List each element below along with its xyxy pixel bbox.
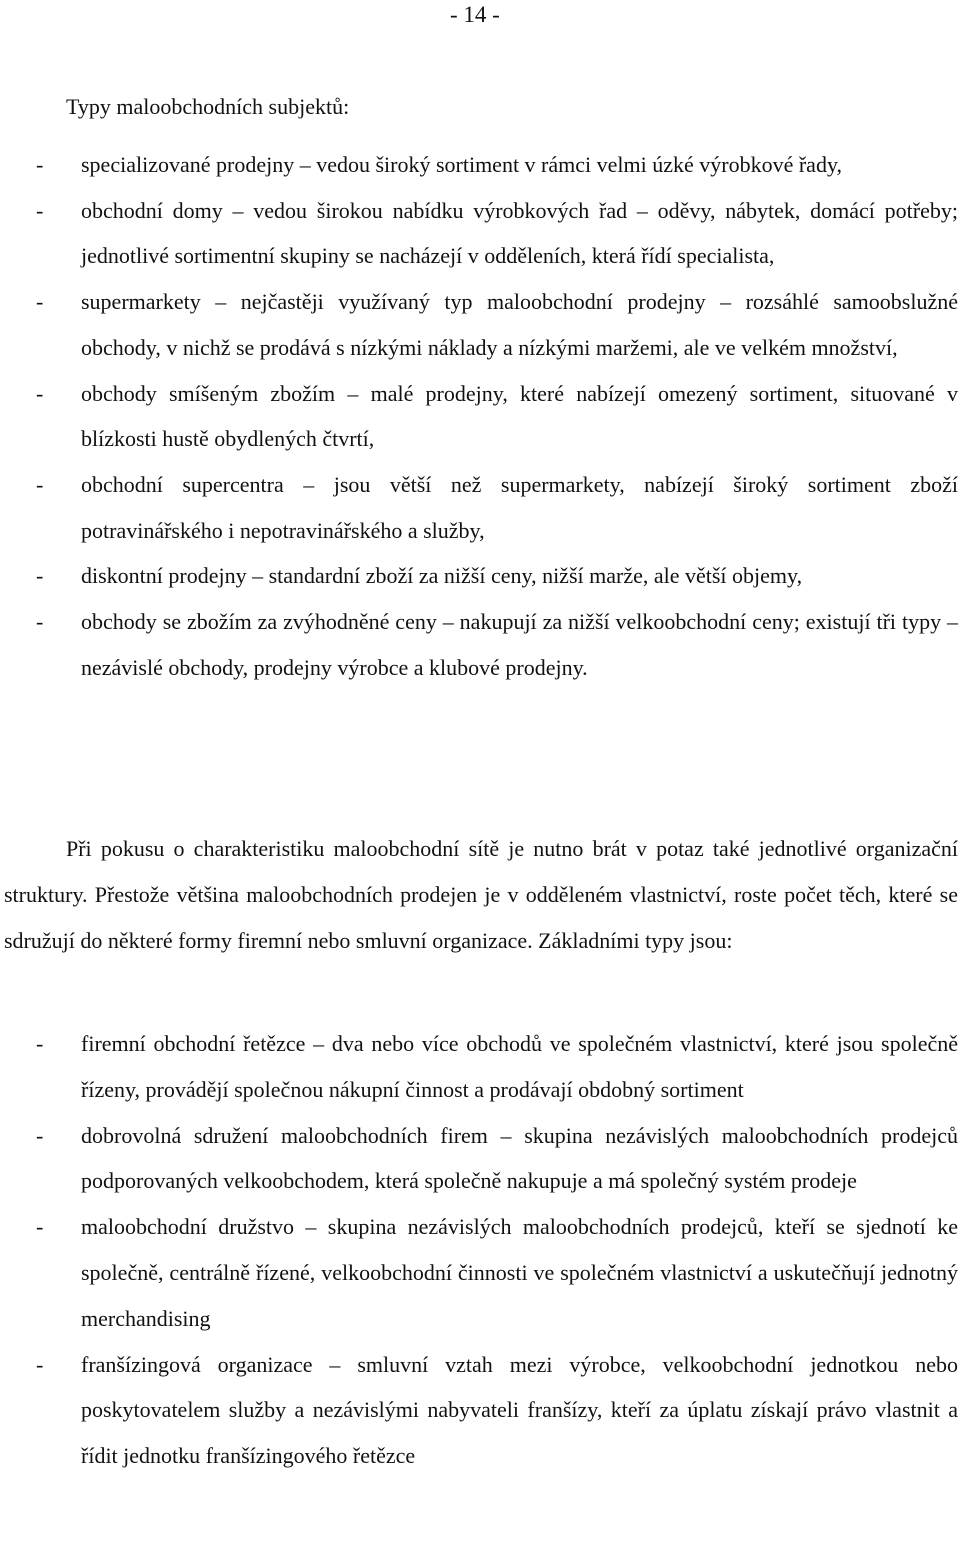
page-number: - 14 - — [450, 2, 500, 27]
list-item-text: obchody se zbožím za zvýhodněné ceny – nakupují za nižší velkoobchodní ceny; existují tři typy – nezávislé obchody, prodejny výrobce a klubové prodejny. — [81, 609, 958, 680]
list-item-text: franšízingová organizace – smluvní vztah mezi výrobce, velkoobchodní jednotkou nebo poskytovatelem služby a nezávislými nabyvateli franšízy, kteří za úplatu získají právo vlastnit a řídit jednotku franšízingového řetězce — [81, 1351, 958, 1469]
list-item — [0, 599, 958, 690]
list-bullet: - — [36, 197, 44, 223]
list-item — [0, 1342, 958, 1479]
list-bullet: - — [36, 1031, 44, 1056]
list-item-text: supermarkety – nejčastěji využívaný typ maloobchodní prodejny – rozsáhlé samoobslužné obchody, v nichž se prodává s nízkými náklady a nízkými maržemi, ale ve velkém množství, — [81, 289, 958, 360]
list-bullet: - — [36, 380, 44, 406]
list-item — [0, 462, 958, 553]
list-bullet: - — [36, 1122, 44, 1148]
list-item-text: obchodní supercentra – jsou větší než supermarkety, nabízejí široký sortiment zboží potravinářského i nepotravinářského a služby, — [81, 471, 958, 543]
list-item — [0, 142, 958, 188]
list-item — [0, 1204, 958, 1341]
list-item — [0, 1113, 958, 1205]
section-heading: Typy maloobchodních subjektů: — [66, 94, 350, 119]
organization-types-list — [0, 1021, 958, 1479]
list-item — [0, 1021, 958, 1113]
list-item — [0, 553, 958, 599]
list-item-text: maloobchodní družstvo – skupina nezávislých maloobchodních prodejců, kteří se sjednotí ke společně, centrálně řízené, velkoobchodní činnosti ve společném vlastnictví a uskutečňují jednotný merchandising — [81, 1214, 958, 1331]
list-item — [0, 371, 958, 462]
list-bullet: - — [36, 471, 44, 497]
list-item-text: firemní obchodní řetězce – dva nebo více obchodů ve společném vlastnictví, které jsou společně řízeny, provádějí společnou nákupní činnost a prodávají obdobný sortiment — [81, 1031, 958, 1102]
list-item — [0, 279, 958, 370]
body-paragraph: Při pokusu o charakteristiku maloobchodní sítě je nutno brát v potaz také jednotlivé organizační struktury. Přestože většina maloobchodních prodejen je v odděleném vlastnictví, roste počet těch, které se sdružují do některé formy firemní nebo smluvní organizace. Základními typy jsou: — [4, 836, 958, 953]
list-bullet: - — [36, 1214, 44, 1240]
list-item-text: specializované prodejny – vedou široký sortiment v rámci velmi úzké výrobkové řady, — [81, 152, 843, 177]
list-item-text: diskontní prodejny – standardní zboží za nižší ceny, nižší marže, ale větší objemy, — [81, 563, 803, 589]
list-bullet: - — [36, 563, 44, 589]
list-bullet: - — [36, 1351, 44, 1377]
list-item-text: obchodní domy – vedou širokou nabídku výrobkových řad – oděvy, nábytek, domácí potřeby; jednotlivé sortimentní skupiny se nacházejí v odděleních, která řídí specialista, — [81, 197, 958, 269]
list-item-text: obchody smíšeným zbožím – malé prodejny, které nabízejí omezený sortiment, situované v blízkosti hustě obydlených čtvrtí, — [81, 380, 958, 452]
list-bullet: - — [36, 609, 44, 635]
list-item — [0, 188, 958, 279]
list-item-text: dobrovolná sdružení maloobchodních firem – skupina nezávislých maloobchodních prodejců podporovaných velkoobchodem, která společně nakupuje a má společný systém prodeje — [81, 1122, 958, 1194]
retail-types-list — [0, 142, 958, 690]
list-bullet: - — [36, 152, 44, 177]
list-bullet: - — [36, 289, 44, 315]
